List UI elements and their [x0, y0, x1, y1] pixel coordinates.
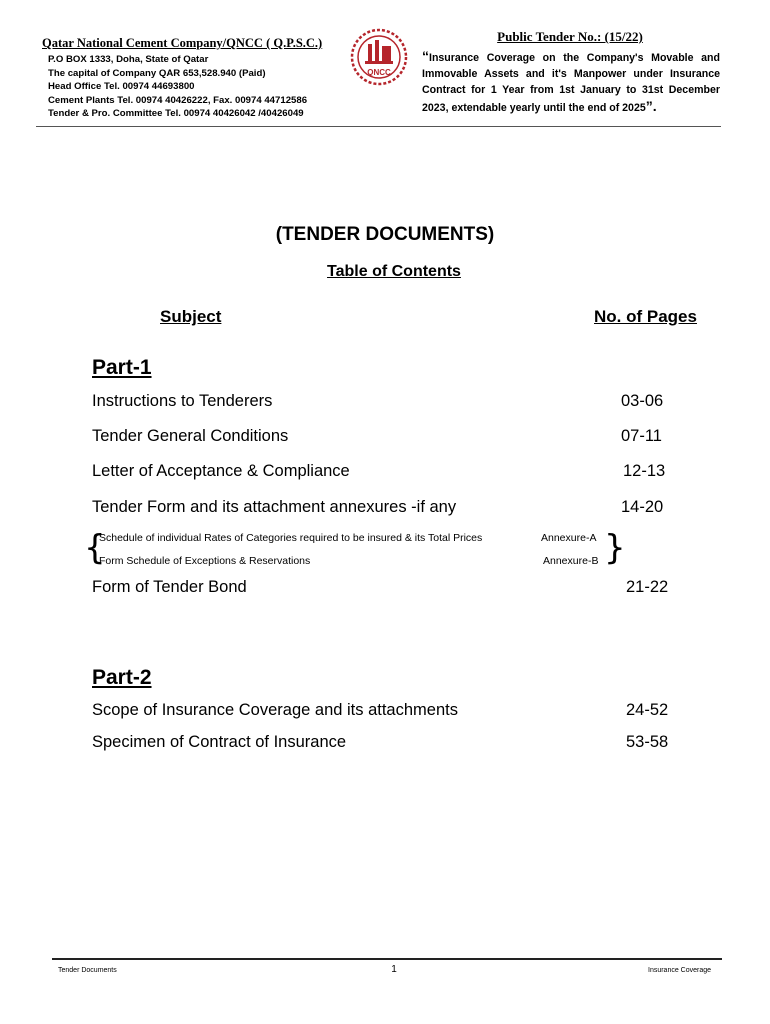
annexure-label: Schedule of individual Rates of Categories required to be insured & its Total Prices	[99, 532, 483, 544]
address-line: Tender & Pro. Committee Tel. 00974 40426042 /40426049	[48, 108, 304, 120]
annexure-ref: Annexure-B	[543, 555, 599, 567]
toc-item-label: Scope of Insurance Coverage and its attachments	[92, 701, 458, 719]
address-line: Head Office Tel. 00974 44693800	[48, 81, 195, 93]
toc-item-pages: 14-20	[621, 498, 664, 516]
company-address	[48, 53, 307, 121]
toc-item-pages: 24-52	[626, 701, 669, 719]
tender-description-text: Insurance Coverage on the Company's Movable and Immovable Assets and it's Manpower under Insurance Contract for 1 Year from 1st January to 31st December 2023, extendable yearly until the end of 2025	[422, 52, 720, 114]
toc-item-pages: 53-58	[626, 733, 669, 751]
toc-item-label: Tender Form and its attachment annexures -if any	[92, 498, 457, 516]
toc-item-label: Specimen of Contract of Insurance	[92, 733, 347, 751]
document-title: (TENDER DOCUMENTS)	[275, 224, 495, 245]
tender-number: Public Tender No.: (15/22)	[497, 29, 643, 44]
toc-item-label: Tender General Conditions	[92, 427, 289, 445]
column-header-pages: No. of Pages	[594, 307, 697, 326]
right-brace: }	[604, 528, 626, 568]
tender-description	[422, 48, 720, 116]
toc-item-pages: 07-11	[621, 427, 662, 445]
address-line: The capital of Company QAR 653,528.940 (Paid)	[48, 67, 266, 79]
part1-heading: Part-1	[92, 356, 152, 379]
company-name: Qatar National Cement Company/QNCC ( Q.P.S.C.)	[42, 36, 323, 50]
column-header-subject: Subject	[160, 307, 222, 326]
annexure-label: Form Schedule of Exceptions & Reservations	[99, 555, 311, 567]
toc-item-pages: 03-06	[621, 392, 664, 410]
header-divider	[36, 126, 721, 127]
page-number: 1	[391, 964, 397, 975]
part2-heading: Part-2	[92, 666, 152, 689]
footer-left-text: Tender Documents	[58, 967, 117, 974]
footer-right-text: Insurance Coverage	[648, 967, 712, 974]
toc-item-pages: 12-13	[623, 462, 666, 480]
toc-item-pages: 21-22	[626, 578, 669, 596]
toc-item-label: Instructions to Tenderers	[92, 392, 273, 410]
company-logo	[348, 28, 410, 86]
address-line: P.O BOX 1333, Doha, State of Qatar	[48, 54, 209, 65]
logo-lettering: QNCC	[367, 68, 391, 77]
address-line: Cement Plants Tel. 00974 40426222, Fax. 00974 44712586	[48, 94, 308, 106]
toc-item-label: Letter of Acceptance & Compliance	[92, 462, 350, 480]
toc-title: Table of Contents	[327, 263, 461, 280]
footer-divider	[52, 958, 722, 960]
left-brace: {	[84, 528, 106, 568]
close-quote: ”.	[645, 98, 657, 114]
toc-item-label: Form of Tender Bond	[92, 578, 247, 596]
open-quote: “	[422, 48, 429, 64]
annexure-ref: Annexure-A	[541, 532, 597, 544]
